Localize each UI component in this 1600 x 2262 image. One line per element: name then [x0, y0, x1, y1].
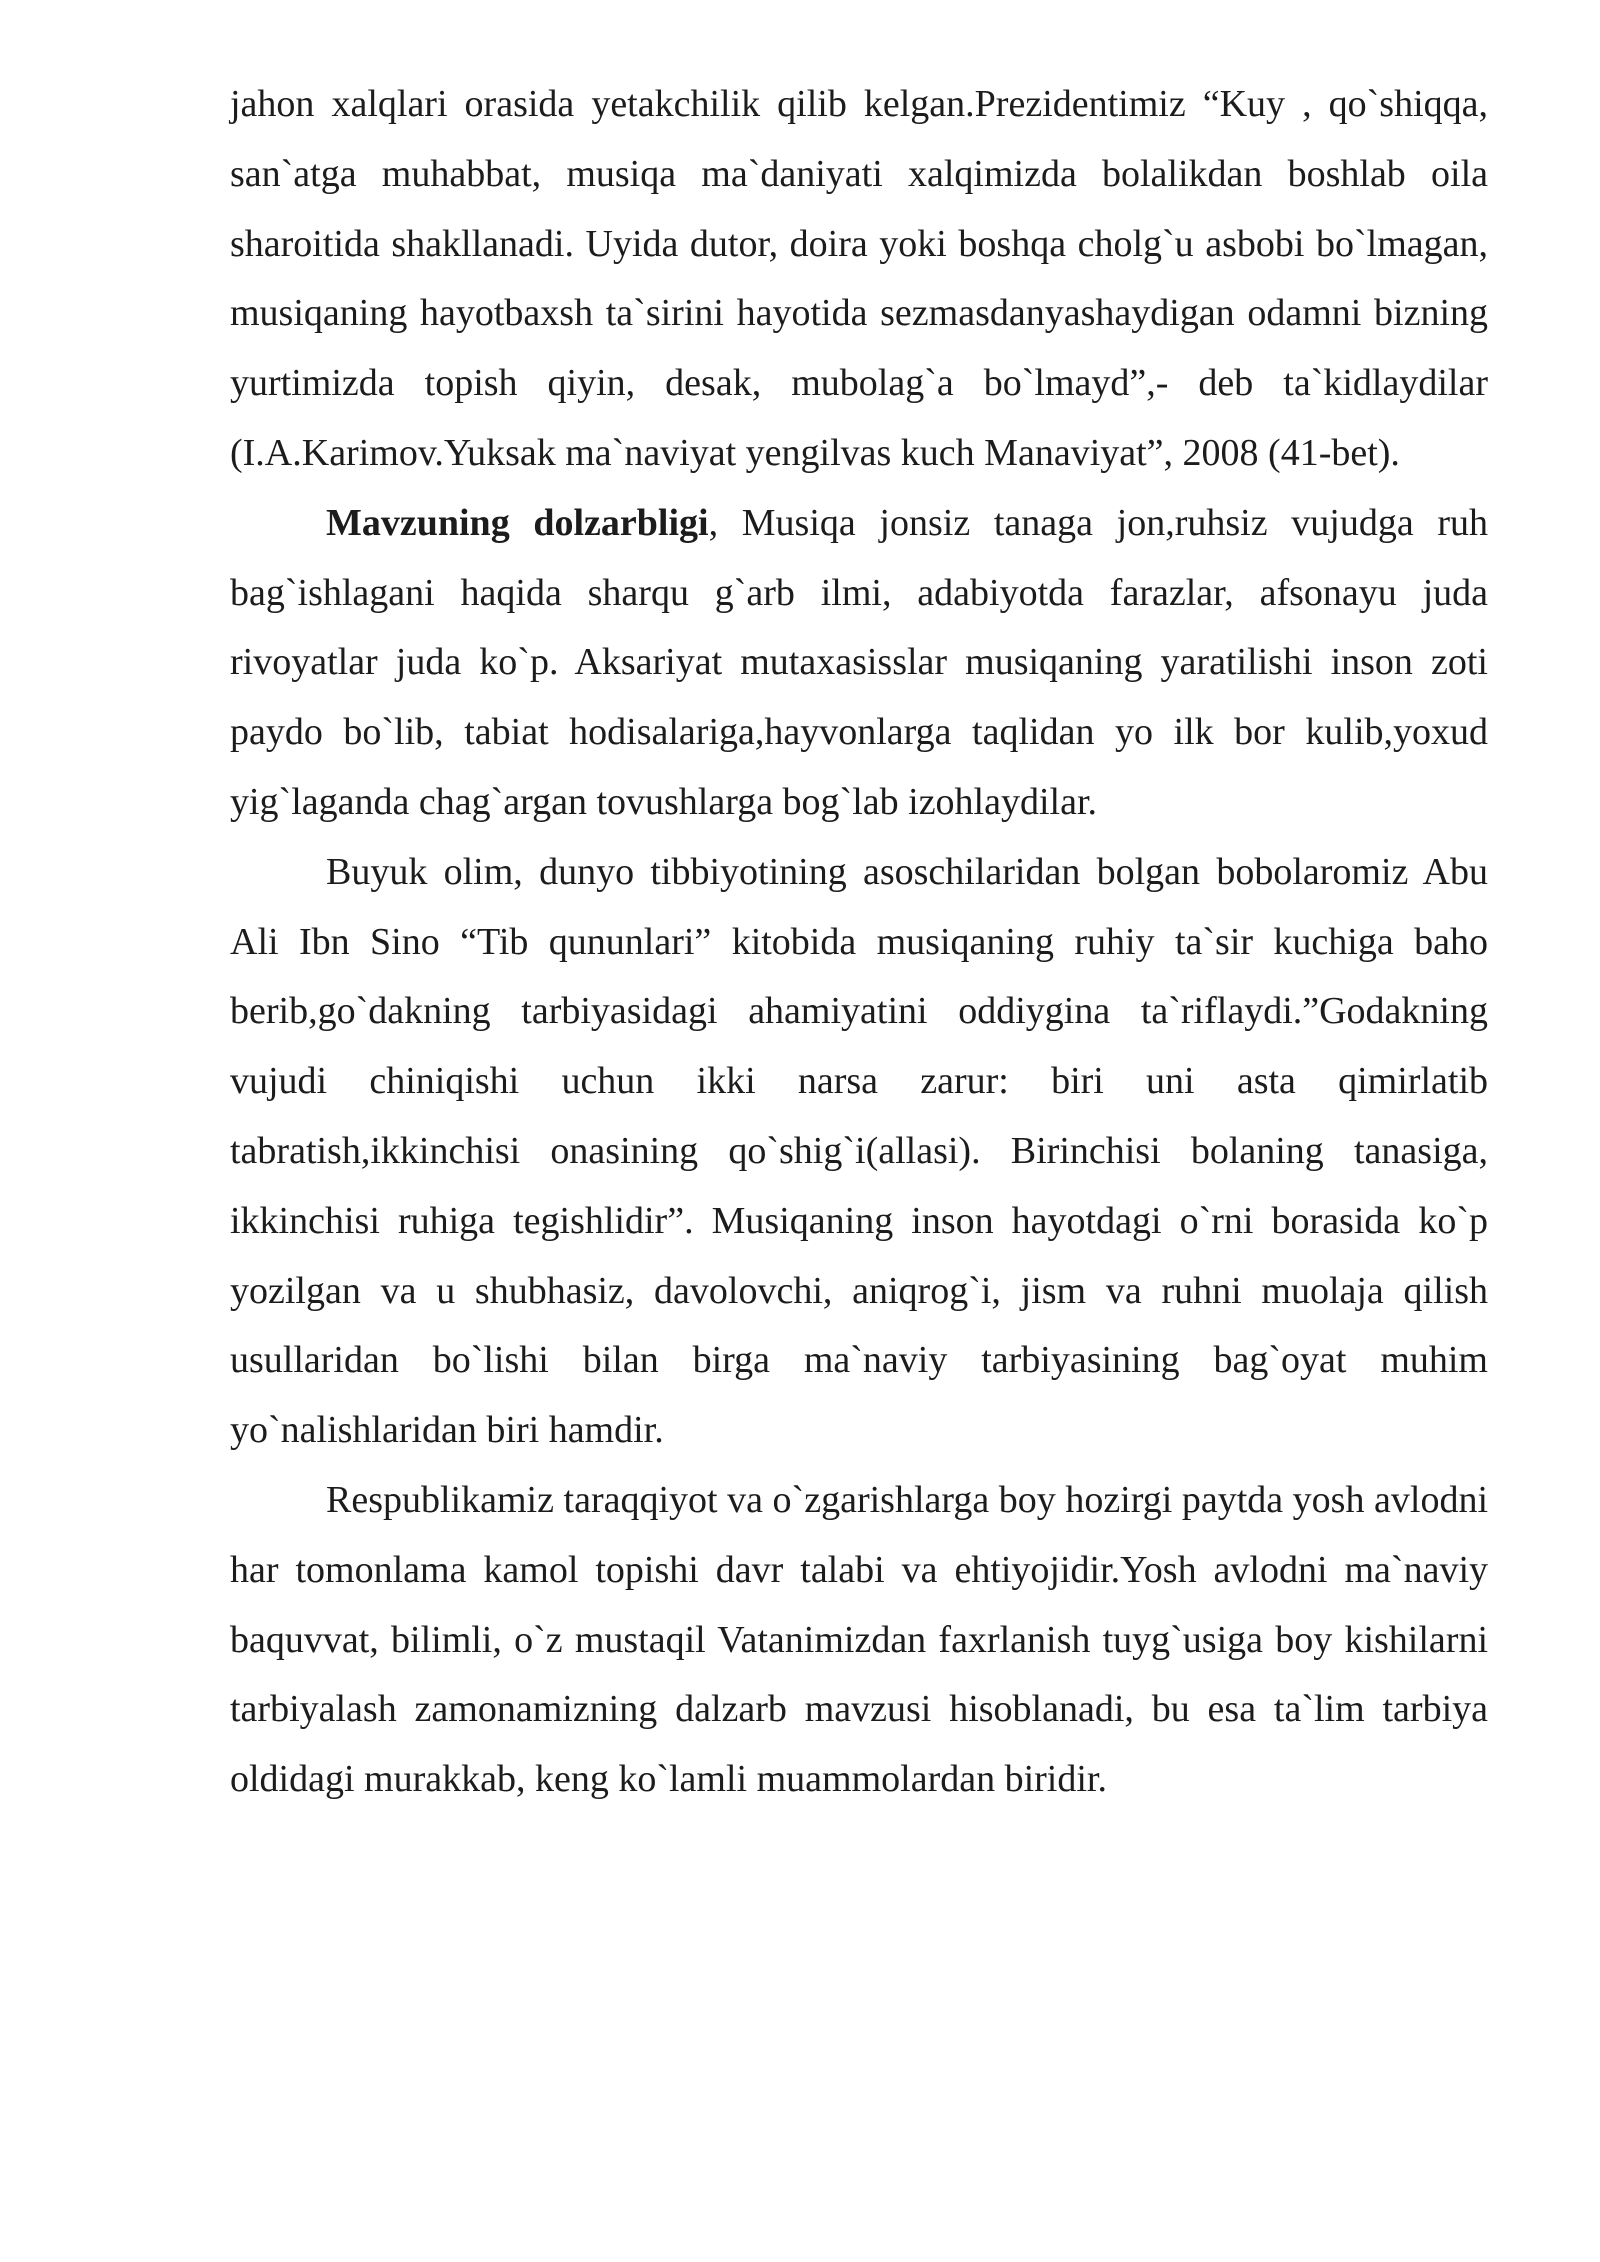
paragraph-intro-quote: jahon xalqlari orasida yetakchilik qilib kelgan.Prezidentimiz “Kuy , qo`shiqqa, san`atga muhabbat, musiqa ma`daniyati xalqimizda bolalikdan boshlab oila sharoitida shakllanadi. Uyida dutor, doira yoki boshqa cholg`u asbobi bo`lmagan, musiqaning hayotbaxsh ta`sirini hayotida sezmasdanyashaydigan odamni bizning yurtimizda topish qiyin, desak, mubolag`a bo`lmayd”,- deb ta`kidlaydilar (I.A.Karimov.Yuksak ma`naviyat yengilvas kuch Manaviyat”, 2008 (41-bet).: [230, 83, 1488, 474]
document-page: [230, 70, 1488, 1815]
topic-relevance-text: , Musiqa jonsiz tanaga jon,ruhsiz vujudga ruh bag`ishlagani haqida sharqu g`arb ilmi, adabiyotda farazlar, afsonayu juda rivoyatlar juda ko`p. Aksariyat mutaxasisslar musiqaning yaratilishi inson zoti paydo bo`lib, tabiat hodisalariga,hayvonlarga taqlidan yo ilk bor kulib,yoxud yig`laganda chag`argan tovushlarga bog`lab izohlaydilar.: [230, 501, 1488, 823]
topic-relevance-heading: Mavzuning dolzarbligi: [326, 501, 709, 544]
paragraph-republic: Respublikamiz taraqqiyot va o`zgarishlarga boy hozirgi paytda yosh avlodni har tomonlama kamol topishi davr talabi va ehtiyojidir.Yosh avlodni ma`naviy baquvvat, bilimli, o`z mustaqil Vatanimizdan faxrlanish tuyg`usiga boy kishilarni tarbiyalash zamonamizning dalzarb mavzusi hisoblanadi, bu esa ta`lim tarbiya oldidagi murakkab, keng ko`lamli muammolardan biridir.: [230, 1478, 1488, 1801]
paragraph-ibn-sino: Buyuk olim, dunyo tibbiyotining asoschilaridan bolgan bobolaromiz Abu Ali Ibn Sino “Tib qununlari” kitobida musiqaning ruhiy ta`sir kuchiga baho berib,go`dakning tarbiyasidagi ahamiyatini oddiygina ta`riflaydi.”Godakning vujudi chiniqishi uchun ikki narsa zarur: biri uni asta qimirlatib tabratish,ikkinchisi onasining qo`shig`i(allasi). Birinchisi bolaning tanasiga, ikkinchisi ruhiga tegishlidir”. Musiqaning inson hayotdagi o`rni borasida ko`p yozilgan va u shubhasiz, davolovchi, aniqrog`i, jism va ruhni muolaja qilish usullaridan bo`lishi bilan birga ma`naviy tarbiyasining bag`oyat muhim yo`nalishlaridan biri hamdir.: [230, 850, 1488, 1452]
paragraph-topic-relevance: [230, 489, 1488, 838]
